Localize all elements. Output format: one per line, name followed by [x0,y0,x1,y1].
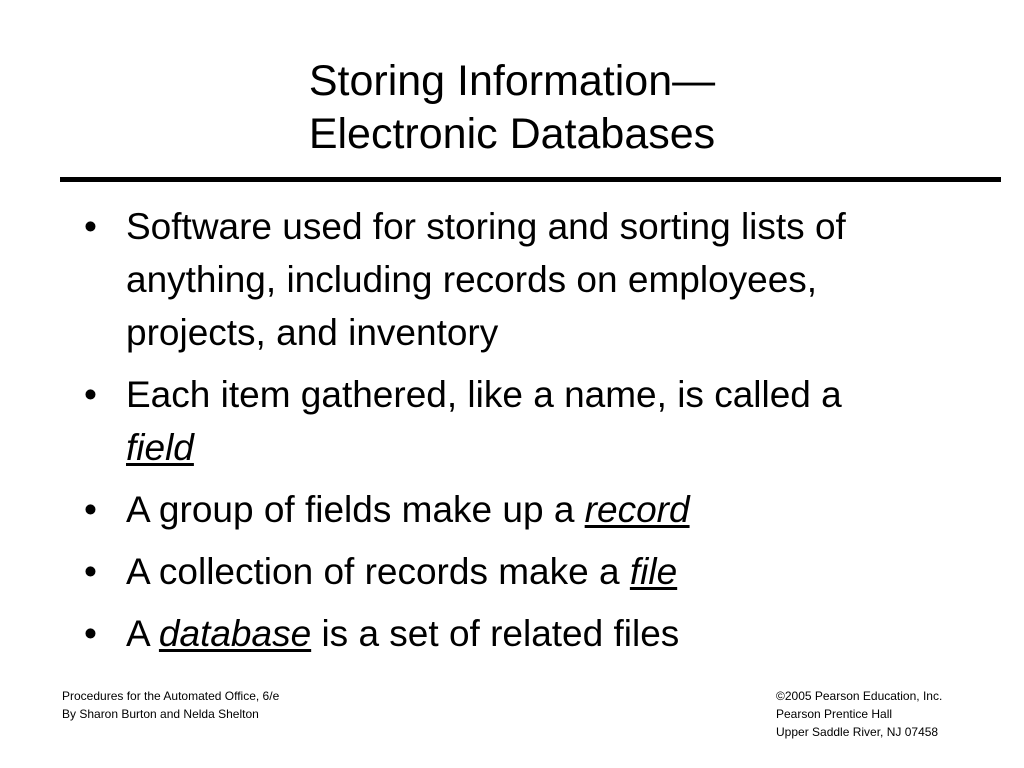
footer-address: Upper Saddle River, NJ 07458 [776,725,939,739]
bullet-text: A [126,613,159,654]
term-file: file [629,551,678,592]
bullet-icon: • [84,489,97,530]
slide-title-line-2: Electronic Databases [308,110,716,158]
slide-title-line-1: Storing Information— [308,57,716,105]
bullet-list [84,200,904,669]
footer-left [62,687,279,723]
footer-right [776,687,942,741]
bullet-text: A collection of records make a [126,551,630,592]
bullet-icon: • [84,551,97,592]
bullet-item-field [84,368,904,474]
slide-title [60,55,964,161]
bullet-text: Software used for storing and sorting lists of anything, including records on employees, projects, and inventory [126,206,846,353]
bullet-item-record [84,483,904,536]
footer-book-title: Procedures for the Automated Office, 6/e [62,689,280,703]
footer-copyright: ©2005 Pearson Education, Inc. [776,689,943,703]
bullet-item-software [84,200,904,359]
bullet-text: A group of fields make up a [126,489,585,530]
bullet-text-after: is a set of related files [311,613,680,654]
term-record: record [584,489,690,530]
bullet-icon: • [84,613,97,654]
footer-authors: By Sharon Burton and Nelda Shelton [62,707,259,721]
bullet-item-database [84,607,904,660]
title-divider [60,177,1001,182]
bullet-icon: • [84,374,97,415]
term-database: database [158,613,312,654]
term-field: field [126,427,194,468]
bullet-item-file [84,545,904,598]
footer-publisher: Pearson Prentice Hall [776,707,893,721]
bullet-icon: • [84,206,97,247]
bullet-text: Each item gathered, like a name, is called a [126,374,842,415]
